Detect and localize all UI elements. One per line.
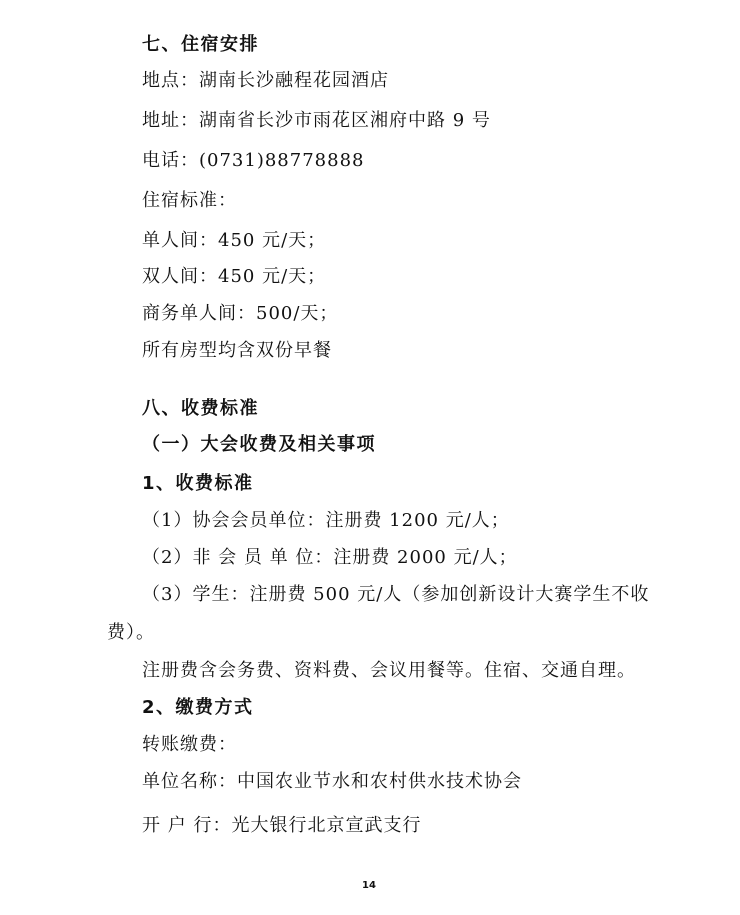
transfer-label: 转账缴费：: [142, 734, 237, 755]
student-fee-line-2: 费）。: [107, 622, 155, 643]
address-line: 地址：湖南省长沙市雨花区湘府中路 9 号: [142, 110, 491, 131]
breakfast-note: 所有房型均含双份早餐: [142, 340, 332, 361]
fee-heading: 1、收费标准: [142, 473, 254, 494]
payment-heading: 2、缴费方式: [142, 697, 254, 718]
double-room-rate: 双人间：450 元/天；: [142, 266, 327, 287]
fee-includes-line: 注册费含会务费、资料费、会议用餐等。住宿、交通自理。: [142, 660, 636, 681]
section-7-title: 七、住宿安排: [142, 34, 259, 55]
student-fee-line-1: （3）学生：注册费 500 元/人（参加创新设计大赛学生不收: [142, 584, 650, 605]
unit-name-line: 单位名称：中国农业节水和农村供水技术协会: [142, 771, 522, 792]
member-fee-line: （1）协会会员单位：注册费 1200 元/人；: [142, 510, 510, 531]
phone-line: 电话：(0731)88778888: [142, 150, 365, 171]
nonmember-fee-line: （2）非 会 员 单 位：注册费 2000 元/人；: [142, 547, 518, 568]
venue-line: 地点：湖南长沙融程花园酒店: [142, 70, 389, 91]
single-room-rate: 单人间：450 元/天；: [142, 230, 327, 251]
section-8-title: 八、收费标准: [142, 398, 259, 419]
page-number: 14: [362, 880, 376, 891]
bank-line: 开 户 行：光大银行北京宣武支行: [142, 815, 422, 836]
business-room-rate: 商务单人间：500/天；: [142, 303, 339, 324]
section-8-subtitle: （一）大会收费及相关事项: [142, 434, 376, 455]
standard-label: 住宿标准：: [142, 190, 237, 211]
